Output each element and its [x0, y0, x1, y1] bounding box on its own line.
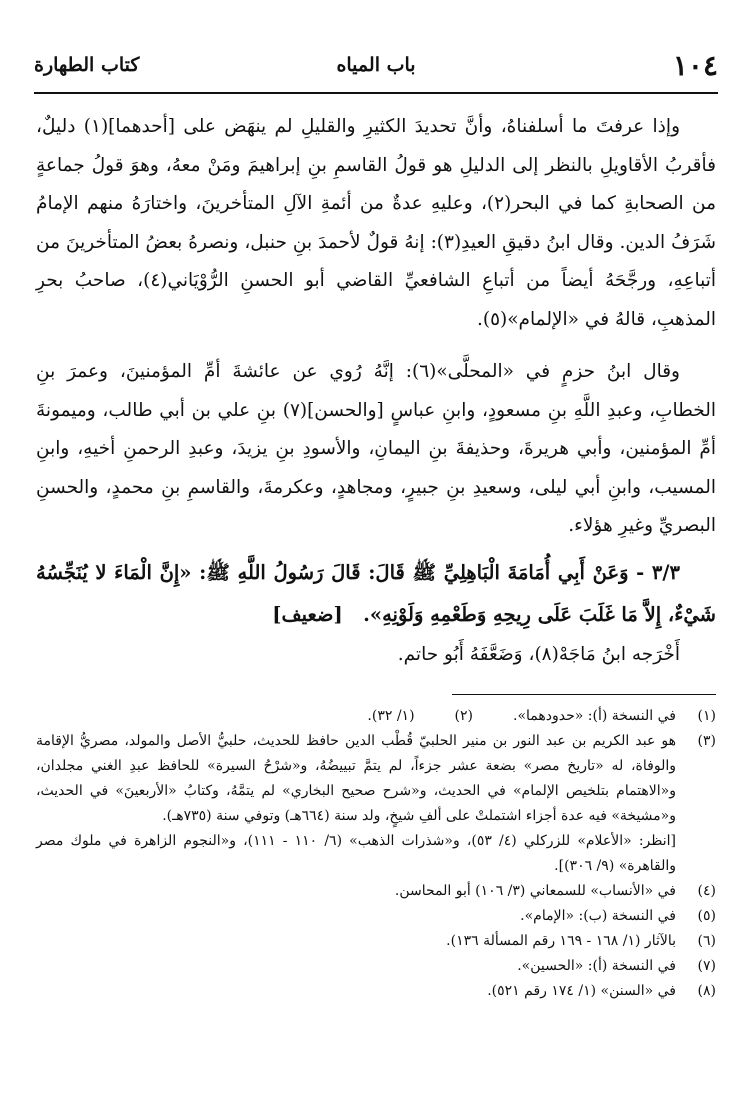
footnote	[36, 729, 716, 879]
page-number: ١٠٤	[672, 49, 718, 82]
footnote-text: هو عبد الكريم بن عبد النور بن منير الحلبيّ قُطْب الدين حافظ للحديث، حلبيُّ الأصل والمولد، مصريُّ الإقامة والوفاة، له «تاريخ مصر» بضعة عشر جزءاً، لم يتمَّ تبييضُهُ، و«شرْحُ السيرة» للحافظ عبدِ الغني مجلدان، و«الاهتمام بتلخيص الإلمام» في الحديث، و«شرح صحيح البخاري» لم يتمَّهُ، وكتابُ «الأربعينَ» في الحديث، و«مشيخة» فيه عدة أجزاء اشتملتْ على ألفِ شيخٍ، ولد سنة (٦٦٤هـ) وتوفي سنة (٧٣٥هـ).	[36, 733, 676, 824]
footnote	[36, 704, 716, 729]
footnote-rule	[452, 694, 716, 695]
footnote-number: (٣)	[697, 733, 716, 749]
footnote-text: بالآثار (١/ ١٦٨ - ١٦٩ رقم المسألة ١٣٦).	[446, 933, 676, 949]
takhrij-text: أَخْرَجه ابنُ مَاجَهْ(٨)، وَضَعَّفَهُ أَبُو حاتم.	[397, 644, 680, 665]
footnote-number: (٦)	[697, 933, 716, 949]
footnote-text: في النسخة (ب): «الإمام».	[520, 908, 676, 924]
book-title: كتاب الطهارة	[34, 54, 140, 76]
footnote	[36, 979, 716, 1004]
footnote-number: (٨)	[697, 983, 716, 999]
footnote-text: في النسخة (أ): «الحسين».	[517, 958, 676, 974]
footnote-text: في النسخة (أ): «حدودهما».	[513, 708, 676, 724]
footnote-number: (١)	[697, 708, 716, 724]
paragraph: وقال ابنُ حزمٍ في «المحلَّى»(٦): إنَّهُ رُوي عن عائشةَ أمِّ المؤمنينَ، وعمرَ بنِ الخطابِ، وعبدِ اللَّهِ بنِ مسعودٍ، وابنِ عباسٍ [والحسن](٧) بنِ علي بن أبي طالب، وميمونةَ أمِّ المؤمنين، وأبي هريرةَ، وحذيفةَ بنِ اليمانِ، والأسودِ بنِ يزيدَ، وعبدِ الرحمنِ أخيهِ، وابنِ المسيب، وابنِ أبي ليلى، وسعيدِ بنِ جبيرٍ، ومجاهدٍ، وعكرمةَ، والقاسمِ بنِ محمدٍ، والحسنِ البصريِّ وغيرِ هؤلاء.	[36, 361, 717, 536]
paragraph: وإذا عرفتَ ما أسلفناهُ، وأنَّ تحديدَ الكثيرِ والقليلِ لم ينهَض على [أحدهما](١) دليلٌ، فأقربُ الأقاويلِ بالنظر إلى الدليلِ هو قولُ القاسمِ بنِ إبراهيمَ ومَنْ معهُ، وهوَ قولُ جماعةٍ من الصحابةِ كما في البحر(٢)، وعليهِ عدةٌ من أئمةِ الآلِ المتأخرينَ، واختارَهُ منهم الإمامُ شَرَفُ الدين. وقال ابنُ دقيقِ العيدِ(٣): إنهُ قولٌ لأحمدَ بنِ حنبل، ونصرهُ بعضُ المتأخرينَ من أتباعِهِ، ورجَّحَهُ أيضاً من أتباعِ الشافعيِّ القاضي أبو الحسنِ الرُّوْيَاني(٤)، صاحبُ بحرِ المذهبِ، قالهُ في «الإلمام»(٥).	[36, 116, 717, 330]
footnote-number: (٢)	[454, 708, 474, 724]
footnotes	[36, 704, 716, 1004]
footnote-reference: [انظر: «الأعلام» للزركلي (٤/ ٥٣)، و«شذرات الذهب» (٦/ ١١٠ - ١١١)، و«النجوم الزاهرة في ملوك مصر والقاهرة» (٩/ ٣٠٦)].	[36, 833, 676, 874]
hadith-matn: ٣/٣ - وَعَنْ أَبِي أُمَامَةَ الْبَاهِلِيِّ ﷺ قَالَ: قَالَ رَسُولُ اللَّهِ ﷺ: «إِنَّ الْمَاءَ لا يُنَجِّسُهُ شَيْءٌ، إِلاَّ مَا غَلَبَ عَلَى رِيحِهِ وَطَعْمِهِ وَلَوْنِهِ».	[36, 561, 716, 626]
chapter-title: باب المياه	[336, 54, 416, 76]
footnote-number: (٤)	[697, 883, 716, 899]
footnote-number: (٥)	[697, 908, 716, 924]
footnote	[36, 879, 716, 904]
hadith-text	[36, 552, 716, 636]
footnote	[36, 954, 716, 979]
header-rule	[34, 92, 718, 94]
main-text	[36, 108, 716, 546]
footnote	[36, 904, 716, 929]
footnote-text: في «الأنساب» للسمعاني (٣/ ١٠٦) أبو المحاسن.	[394, 883, 676, 899]
footnote-text: (١/ ٣٢).	[367, 708, 415, 724]
hadith-grade: [ضعيف]	[272, 603, 343, 626]
hadith-block	[36, 552, 716, 636]
takhrij	[36, 636, 716, 674]
running-header	[34, 48, 718, 88]
footnote	[36, 929, 716, 954]
footnote-number: (٧)	[697, 958, 716, 974]
footnote-text: في «السنن» (١/ ١٧٤ رقم ٥٢١).	[487, 983, 676, 999]
